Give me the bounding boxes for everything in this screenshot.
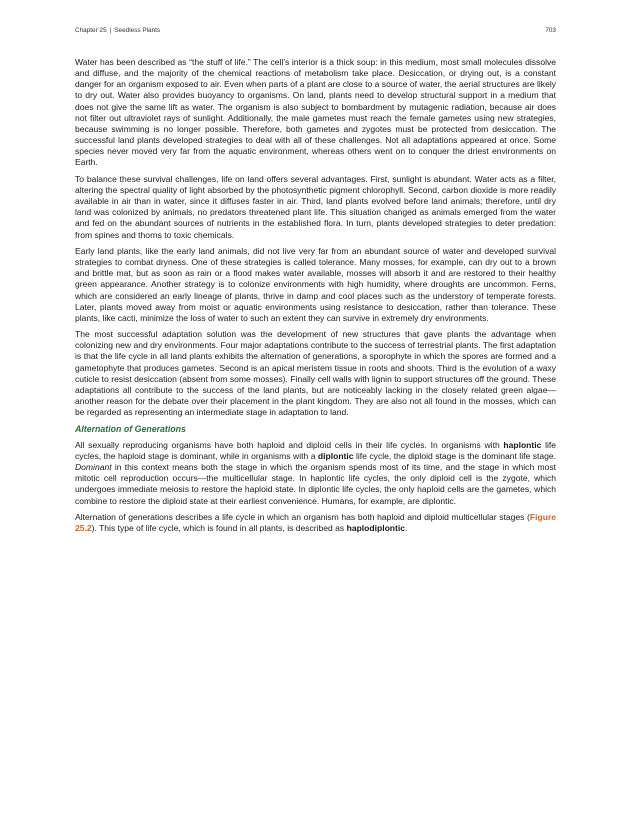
section-heading: Alternation of Generations: [75, 423, 186, 434]
chapter-label: Chapter 25: [75, 26, 107, 34]
paragraph-early-land-plants: Early land plants, like the early land animals, did not live very far from an abundant source of water and developed survival strategies to combat dryness. One of these strategies is called tolerance. Many mosses, for example, can dry out to a brown and brittle mat, but as soon as rain or a flood makes water available, mosses will absorb it and are restored to their healthy green appearance. Another strategy is to colonize environments with high humidity, where droughts are uncommon. Ferns, which are considered an early lineage of plants, thrive in damp and cool places such as the understory of temperate forests. Later, plants moved away from moist or aquatic environments using resistance to desiccation, rather than tolerance. These plants, like cacti, minimize the loss of water to such an extent they can survive in extremely dry environments.: [75, 245, 556, 323]
term-haplodiplontic: haplodiplontic: [346, 523, 405, 534]
paragraph-water-stuff-of-life: Water has been described as “the stuff of life.” The cell’s interior is a thick soup: in this medium, most small molecules dissolve and diffuse, and the majority of the chemical reactions of metabolism take place. Desiccation, or drying out, is a constant danger for an organism exposed to air. Even when parts of a plant are close to a source of water, the aerial structures are likely to dry out. Water also provides buoyancy to organisms. On land, plants need to develop structural support in a medium that does not give the same lift as water. The organism is also subject to bombardment by mutagenic radiation, because air does not filter out ultraviolet rays of sunlight. Additionally, the male gametes must reach the female gametes using new strategies, because swimming is no longer possible. Therefore, both gametes and zygotes must be protected from desiccation. The successful land plants developed strategies to deal with all of these challenges. Not all adaptations appeared at once. Some species never moved very far from the aquatic environment, whereas others went on to conquer the driest environments on Earth.: [75, 57, 556, 168]
running-head-chapter: [75, 27, 160, 34]
paragraph-major-adaptations: The most successful adaptation solution was the development of new structures that gave plants the advantage when colonizing new and dry environments. Four major adaptations contribute to the success of terrestrial plants. The first adaptation is that the life cycle in all land plants exhibits the alternation of generations, a sporophyte in which the spores are formed and a gametophyte that produces gametes. Second is an apical meristem tissue in roots and shoots. Third is the evolution of a waxy cuticle to resist desiccation (absent from some mosses). Finally cell walls with lignin to support structures off the ground. These adaptations all contribute to the success of the land plants, but are noticeably lacking in the closely related green algae—another reason for the debate over their placement in the plant kingdom. They are also not all found in the mosses, which can be regarded as representing an intermediate stage in adaptation to land.: [75, 329, 556, 418]
header-separator: |: [109, 26, 112, 34]
paragraph-alternation-definition: [75, 512, 556, 534]
section-label: Seedless Plants: [114, 26, 161, 34]
page-content: [75, 57, 556, 539]
term-dominant: Dominant: [75, 462, 112, 473]
text-run: in this context means both the stage in which the organism spends most of its time, and the stage in which most mitotic cell reproduction occurs—the multicellular stage. In haplontic life cycles, the only diploid cell is the zygote, which undergoes immediate meiosis to restore the haploid state. In diplontic life cycles, the only haploid cells are the gametes, which combine to restore the diploid state at their earliest convenience. Humans, for example, are diplontic.: [75, 462, 556, 506]
text-run: life cycle, the diploid stage is the dominant life stage.: [353, 450, 556, 461]
paragraph-life-cycles: [75, 440, 556, 507]
text-run: All sexually reproducing organisms have both haploid and diploid cells in their life cycles. In organisms with: [75, 439, 504, 450]
page-number: 703: [545, 26, 556, 34]
term-diplontic: diplontic: [317, 450, 354, 461]
text-run: Alternation of generations describes a life cycle in which an organism has both haploid and diploid multicellular stages (: [75, 511, 530, 522]
paragraph-land-advantages: To balance these survival challenges, life on land offers several advantages. First, sunlight is abundant. Water acts as a filter, altering the spectral quality of light absorbed by the photosynthetic pigment chlorophyll. Second, carbon dioxide is more readily available in air than in water, since it diffuses faster in air. Third, land plants evolved before land animals; therefore, until dry land was colonized by animals, no predators threatened plant life. This situation changed as animals emerged from the water and fed on the abundant sources of nutrients in the established flora. In turn, plants developed strategies to deter predation: from spines and thorns to toxic chemicals.: [75, 173, 556, 240]
text-run: .: [405, 523, 408, 534]
figure-link[interactable]: Figure 25.2: [75, 511, 556, 534]
text-run: life cycles, the haploid stage is dominant, while in organisms with a: [75, 439, 556, 461]
term-haplontic: haplontic: [503, 439, 542, 450]
text-run: ). This type of life cycle, which is found in all plants, is described as: [91, 523, 347, 534]
running-head: [75, 24, 556, 36]
